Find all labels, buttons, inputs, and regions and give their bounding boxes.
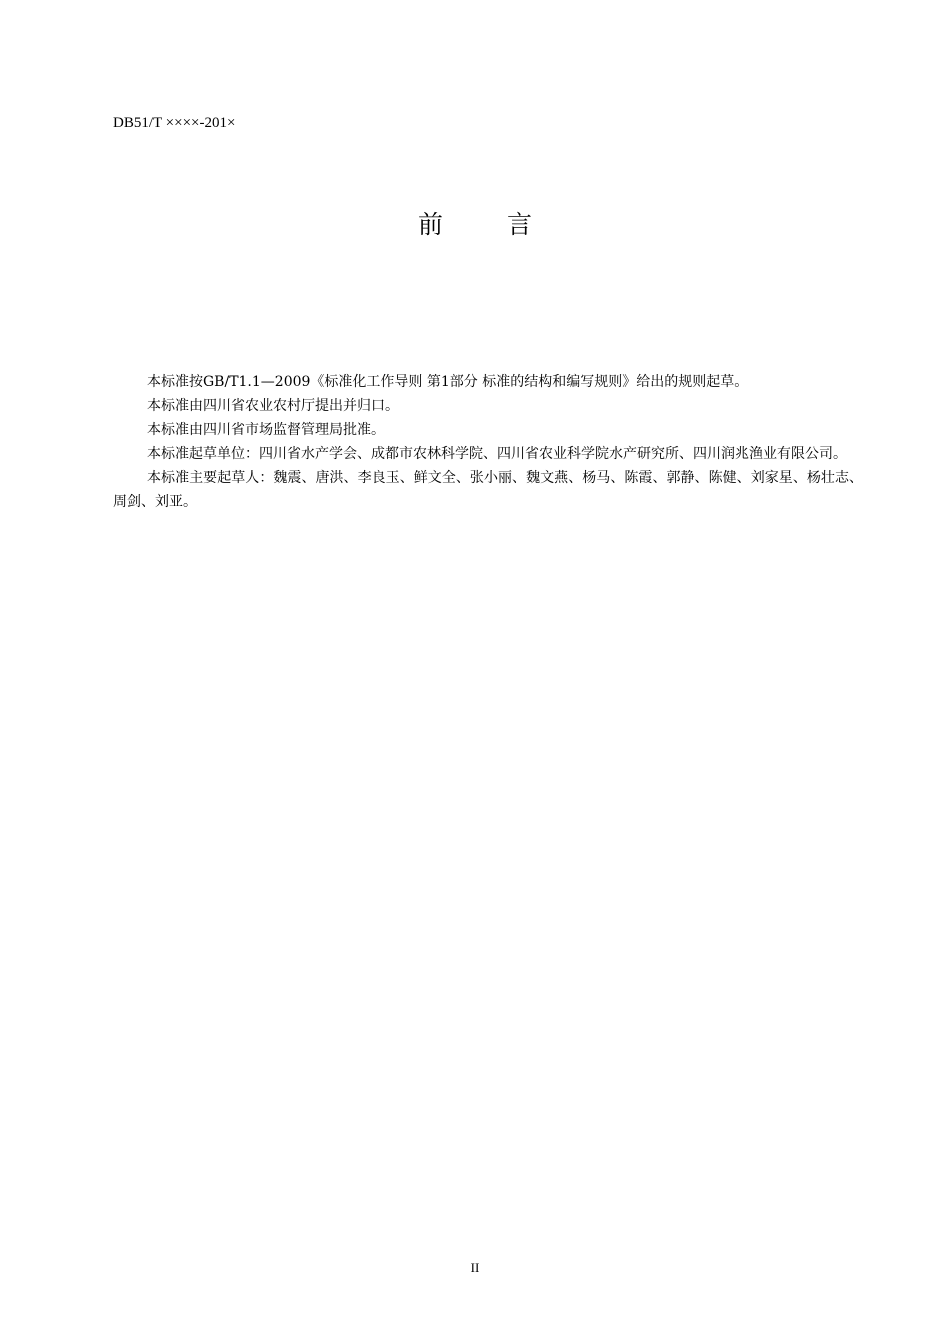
foreword-body xyxy=(113,370,863,514)
page-number: II xyxy=(470,1260,480,1275)
paragraph-approver: 本标准由四川省市场监督管理局批准。 xyxy=(147,422,385,438)
paragraph-drafting-rules: 本标准按GB/T1.1—2009《标准化工作导则 第1部分 标准的结构和编写规则》给出的规则起草。 xyxy=(147,374,749,390)
paragraph-drafters: 本标准主要起草人：魏震、唐洪、李良玉、鲜文全、张小丽、魏文燕、杨马、陈霞、郭静、陈健、刘家星、杨壮志、周剑、刘亚。 xyxy=(113,470,863,510)
paragraph-proposer: 本标准由四川省农业农村厅提出并归口。 xyxy=(147,398,399,414)
document-code: DB51/T ××××-201× xyxy=(113,115,236,131)
page-title: 前 言 xyxy=(418,210,560,239)
paragraph-drafting-units: 本标准起草单位：四川省水产学会、成都市农林科学院、四川省农业科学院水产研究所、四川润兆渔业有限公司。 xyxy=(147,446,847,462)
